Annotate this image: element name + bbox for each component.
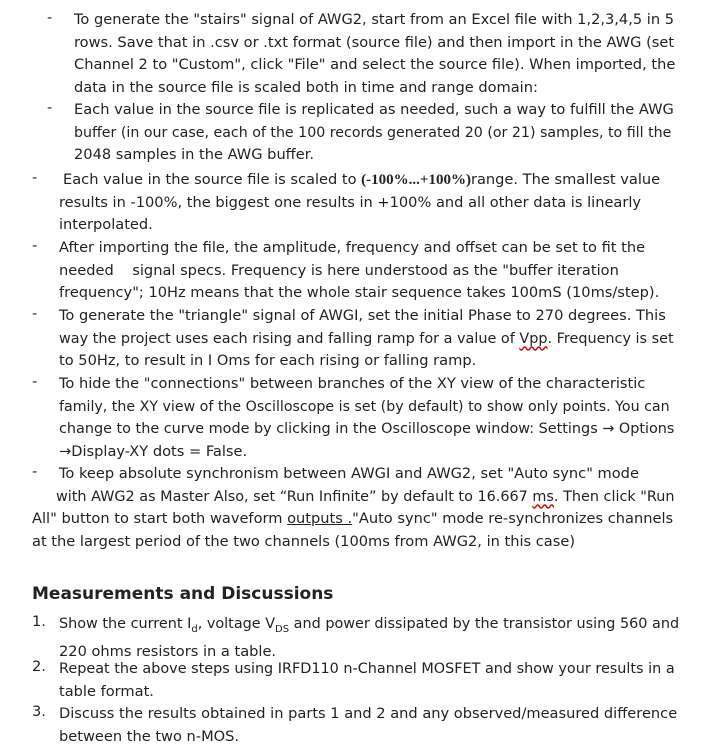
text-line: change to the curve mode by clicking in the Oscilloscope window: Settings → Options xyxy=(59,421,675,437)
text-fragment: Each value in the source file is scaled to xyxy=(63,171,362,188)
bullet-dash: - xyxy=(32,237,38,254)
vpp-symbol: Vpp xyxy=(519,330,548,347)
text-line: between the two n-MOS. xyxy=(59,727,240,745)
bullet-dash: - xyxy=(47,99,53,116)
bullet-dash: - xyxy=(32,305,38,322)
text-line: To keep absolute synchronism between AWGI and AWG2, set "Auto sync" mode xyxy=(59,465,639,482)
subscript: d xyxy=(191,623,198,635)
range-formula: (-100%...+100%) xyxy=(361,172,471,188)
bullet-dash: - xyxy=(32,169,38,186)
item-number: 3. xyxy=(32,703,46,720)
text-line: table format. xyxy=(59,682,154,700)
text-fragment: current I xyxy=(130,616,192,632)
text-line: Discuss the results obtained in parts 1 and 2 and any observed/measured difference xyxy=(59,705,678,722)
bullet-dash: - xyxy=(32,373,38,390)
text-line: To hide the "connections" between branches of the XY view of the characteristic xyxy=(59,375,646,392)
bullet-dash: - xyxy=(47,9,53,26)
bullet-dash: - xyxy=(32,463,38,480)
text-line: Channel 2 to "Custom", click "File" and select the source file). When imported, the xyxy=(74,56,676,73)
text-fragment: and power dissipated by the transistor using 560 and xyxy=(289,616,680,632)
text-line: Each value in the source file is replicated as needed, such a way to fulfill the AWG xyxy=(74,101,674,118)
text-line: at the largest period of the two channels (100ms from AWG2, in this case) xyxy=(32,532,576,550)
text-line: To generate the "triangle" signal of AWGI, set the initial Phase to 270 degrees. This xyxy=(59,307,666,324)
text-line: family, the XY view of the Oscilloscope is set (by default) to show only points. You can xyxy=(59,398,670,415)
text-line: 220 ohms resistors in a table. xyxy=(59,643,277,661)
text-line: Repeat the above steps using IRFD110 n-Channel MOSFET and show your results in a xyxy=(59,661,675,677)
text-line: rows. Save that in .csv or .txt format (source file) and then import in the AWG (set xyxy=(74,33,675,51)
text-fragment: . Then click "Run xyxy=(553,488,675,505)
item-number: 2. xyxy=(32,658,46,675)
outputs-underlined: outputs . xyxy=(287,510,353,527)
text-line: 2048 samples in the AWG buffer. xyxy=(74,146,315,163)
text-fragment: Show the xyxy=(59,616,131,632)
text-line: To generate the "stairs" signal of AWG2, start from an Excel file with 1,2,3,4,5 in 5 xyxy=(74,11,675,28)
text-fragment: range. The smallest value xyxy=(470,171,661,188)
text-line: results in -100%, the biggest one results in +100% and all other data is linearly xyxy=(59,193,642,211)
item-number: 1. xyxy=(32,613,46,630)
text-line xyxy=(56,486,679,509)
text-line: After importing the file, the amplitude, frequency and offset can be set to fit the xyxy=(59,239,646,256)
text-fragment: All" button to start both waveform xyxy=(32,510,288,527)
text-line: →Display-XY dots = False. xyxy=(59,442,248,460)
text-fragment: . Frequency is set xyxy=(547,330,674,347)
text-fragment: "Auto sync" mode re-synchronizes channels xyxy=(352,510,674,527)
section-heading: Measurements and Discussions xyxy=(32,584,334,604)
text-line: interpolated. xyxy=(59,216,153,233)
text-line: data in the source file is scaled both in time and range domain: xyxy=(74,78,538,96)
text-line: frequency"; 10Hz means that the whole stair sequence takes 100mS (10ms/step). xyxy=(59,284,660,301)
text-line: buffer (in our case, each of the 100 records generated 20 (or 21) samples, to fill the xyxy=(74,124,672,141)
text-line: needed signal specs. Frequency is here understood as the "buffer iteration xyxy=(59,261,619,279)
text-line xyxy=(63,169,676,192)
text-fragment: , voltage V xyxy=(197,616,276,632)
subscript: DS xyxy=(275,623,290,635)
text-line xyxy=(32,508,682,531)
text-line xyxy=(59,328,676,351)
text-line: to 50Hz, to result in I Oms for each rising or falling ramp. xyxy=(59,352,477,369)
text-fragment: with AWG2 as Master Also, set “Run Infinite” by default to 16.667 xyxy=(56,488,533,505)
text-line xyxy=(59,613,681,641)
text-fragment: way the project uses each rising and falling ramp for a value of xyxy=(59,330,520,347)
ms-unit: ms xyxy=(532,488,554,505)
